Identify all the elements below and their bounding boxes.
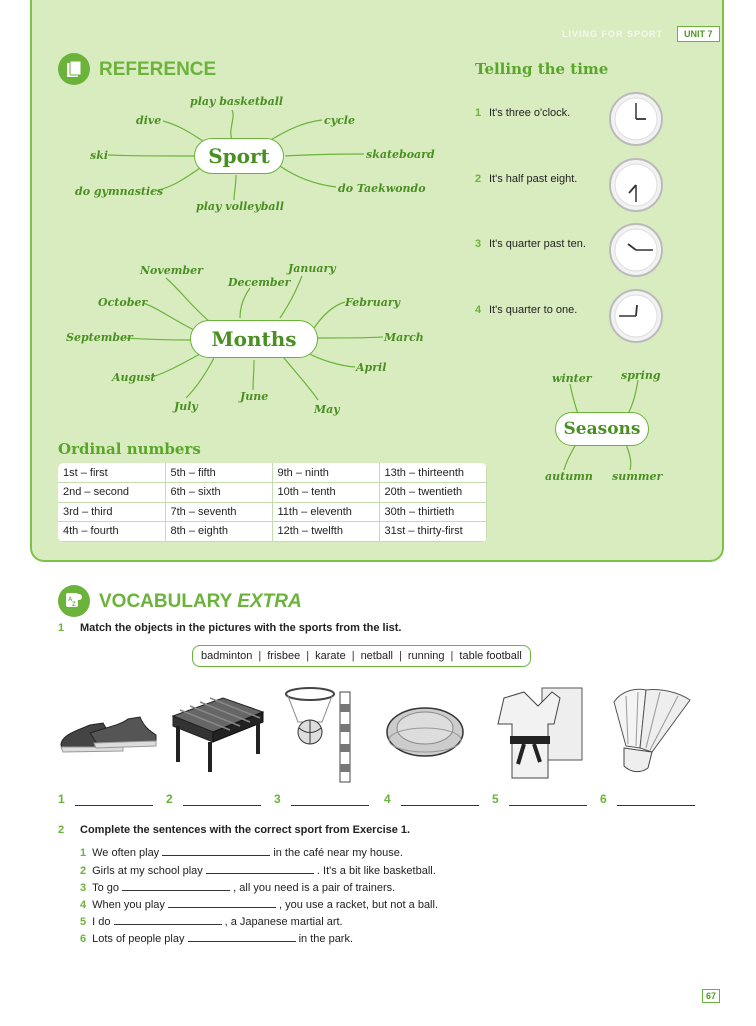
sport-word-basketball: play basketball	[190, 95, 284, 108]
trainers-picture	[58, 705, 158, 755]
month-november: November	[140, 264, 203, 277]
sentence-1	[80, 845, 403, 859]
month-september: September	[66, 331, 133, 344]
sport-word-gymnastics: do gymnastics	[75, 185, 164, 198]
table-cell: 8th – eighth	[165, 522, 272, 542]
sentence-before: When you play	[92, 899, 165, 911]
time-text: It's quarter past ten.	[489, 238, 586, 250]
month-june: June	[240, 390, 269, 403]
sentence-4	[80, 897, 438, 911]
table-cell: 2nd – second	[58, 483, 165, 503]
sentence-5	[80, 914, 343, 928]
time-num: 3	[475, 238, 482, 250]
time-item-3	[475, 238, 725, 288]
answer-blank[interactable]	[168, 897, 276, 908]
seasons-center: Seasons	[555, 412, 649, 446]
month-october: October	[98, 296, 148, 309]
time-num: 4	[475, 304, 482, 316]
season-autumn: autumn	[545, 470, 593, 483]
answer-slot-3[interactable]	[274, 792, 369, 806]
table-cell: 6th – sixth	[165, 483, 272, 503]
word-item: netball	[360, 650, 393, 662]
sentence-number: 1	[80, 847, 87, 859]
unit-tag	[562, 26, 720, 42]
table-cell: 20th – twentieth	[379, 483, 486, 503]
answer-number: 2	[166, 792, 173, 806]
answer-number: 6	[600, 792, 607, 806]
month-february: February	[345, 296, 401, 309]
table-row	[58, 463, 486, 483]
page-number: 67	[702, 989, 720, 1003]
time-item-2	[475, 173, 725, 223]
exercise-1-answers	[58, 792, 708, 808]
sentence-after: in the park.	[298, 933, 354, 945]
word-item: badminton	[201, 650, 253, 662]
sport-word-volleyball: play volleyball	[196, 200, 284, 213]
shuttlecock-picture	[612, 686, 694, 778]
unit-label: UNIT 7	[677, 26, 720, 42]
month-april: April	[356, 361, 387, 374]
frisbee-picture	[384, 700, 466, 760]
sport-word-ski: ski	[90, 149, 108, 162]
sentence-before: Girls at my school play	[92, 865, 203, 877]
answer-blank[interactable]	[122, 880, 230, 891]
table-cell: 5th – fifth	[165, 463, 272, 483]
time-num: 1	[475, 107, 482, 119]
exercise-1-number: 1	[58, 622, 65, 634]
month-may: May	[314, 403, 340, 416]
time-item-4	[475, 304, 725, 354]
sport-word-cycle: cycle	[324, 114, 355, 127]
answer-line[interactable]	[75, 794, 153, 806]
time-text: It's quarter to one.	[489, 304, 578, 316]
word-list-box: badminton | frisbee | karate | netball | running | table football	[192, 645, 531, 667]
month-march: March	[384, 331, 424, 344]
table-cell: 30th – thirtieth	[379, 502, 486, 522]
table-football-picture	[168, 688, 266, 774]
svg-text:A: A	[68, 597, 73, 603]
answer-number: 3	[274, 792, 281, 806]
sentence-before: Lots of people play	[92, 933, 185, 945]
sentence-after: . It's a bit like basketball.	[316, 865, 436, 877]
sentence-before: I do	[92, 916, 111, 928]
sentence-number: 3	[80, 882, 87, 894]
table-row	[58, 483, 486, 503]
vocabulary-title-main: VOCABULARY	[99, 591, 233, 612]
season-spring: spring	[621, 369, 661, 382]
clock-icon	[608, 91, 664, 147]
sentence-after: , all you need is a pair of trainers.	[233, 882, 396, 894]
ordinals-table	[58, 463, 487, 542]
answer-number: 1	[58, 792, 65, 806]
ordinals-title: Ordinal numbers	[58, 440, 201, 458]
answer-line[interactable]	[183, 794, 261, 806]
table-cell: 31st – thirty-first	[379, 522, 486, 542]
telling-time-title: Telling the time	[475, 60, 609, 78]
reference-icon	[58, 53, 90, 85]
clock-icon	[608, 157, 664, 213]
clock-icon	[608, 288, 664, 344]
answer-blank[interactable]	[114, 914, 222, 925]
vocabulary-title	[99, 591, 302, 613]
sentence-number: 6	[80, 933, 87, 945]
svg-text:Z: Z	[72, 602, 76, 608]
time-text: It's half past eight.	[489, 173, 578, 185]
sentence-6	[80, 931, 353, 945]
sentence-number: 5	[80, 916, 87, 928]
answer-slot-2[interactable]	[166, 792, 261, 806]
time-num: 2	[475, 173, 482, 185]
word-item: running	[407, 650, 445, 662]
table-cell: 13th – thirteenth	[379, 463, 486, 483]
exercise-2-instruction: Complete the sentences with the correct sport from Exercise 1.	[80, 824, 411, 836]
table-cell: 9th – ninth	[272, 463, 379, 483]
word-item: frisbee	[267, 650, 301, 662]
answer-blank[interactable]	[162, 845, 270, 856]
sport-center: Sport	[194, 138, 284, 174]
month-december: December	[228, 276, 291, 289]
sentence-number: 2	[80, 865, 87, 877]
table-cell: 4th – fourth	[58, 522, 165, 542]
answer-line[interactable]	[401, 794, 479, 806]
vocabulary-title-extra: EXTRA	[237, 591, 302, 612]
table-row	[58, 522, 486, 542]
table-cell: 3rd – third	[58, 502, 165, 522]
table-cell: 10th – tenth	[272, 483, 379, 503]
answer-slot-4[interactable]	[384, 792, 479, 806]
sentence-number: 4	[80, 899, 87, 911]
sentence-before: We often play	[92, 847, 160, 859]
answer-number: 5	[492, 792, 499, 806]
sentence-before: To go	[92, 882, 120, 894]
karate-suit-picture	[494, 684, 586, 784]
table-cell: 12th – twelfth	[272, 522, 379, 542]
sentence-after: , a Japanese martial art.	[224, 916, 343, 928]
answer-line[interactable]	[509, 794, 587, 806]
table-cell: 11th – eleventh	[272, 502, 379, 522]
month-july: July	[174, 400, 198, 413]
exercise-1-instruction: Match the objects in the pictures with the sports from the list.	[80, 622, 402, 634]
sentence-2	[80, 863, 436, 877]
sentence-3	[80, 880, 395, 894]
sport-word-taekwondo: do Taekwondo	[338, 182, 426, 195]
answer-slot-6[interactable]	[600, 792, 695, 806]
month-august: August	[112, 371, 156, 384]
answer-line[interactable]	[291, 794, 369, 806]
sport-word-dive: dive	[136, 114, 162, 127]
time-item-1	[475, 107, 725, 157]
exercise-2-number: 2	[58, 824, 65, 836]
table-row	[58, 502, 486, 522]
word-item: table football	[459, 650, 522, 662]
table-cell: 1st – first	[58, 463, 165, 483]
sentence-after: in the café near my house.	[273, 847, 403, 859]
netball-hoop-picture	[282, 684, 362, 784]
sentence-after: , you use a racket, but not a ball.	[279, 899, 438, 911]
month-january: January	[288, 262, 336, 275]
clock-icon	[608, 222, 664, 278]
reference-title: REFERENCE	[99, 59, 217, 80]
sport-word-skateboard: skateboard	[366, 148, 435, 161]
table-cell: 7th – seventh	[165, 502, 272, 522]
season-summer: summer	[612, 470, 663, 483]
answer-line[interactable]	[617, 794, 695, 806]
answer-slot-1[interactable]	[58, 792, 153, 806]
vocabulary-icon	[58, 585, 90, 617]
time-text: It's three o'clock.	[489, 107, 571, 119]
season-winter: winter	[552, 372, 592, 385]
unit-theme: LIVING FOR SPORT	[562, 29, 664, 39]
answer-number: 4	[384, 792, 391, 806]
answer-slot-5[interactable]	[492, 792, 587, 806]
answer-blank[interactable]	[206, 863, 314, 874]
answer-blank[interactable]	[188, 931, 296, 942]
months-center: Months	[190, 320, 318, 358]
word-item: karate	[315, 650, 346, 662]
